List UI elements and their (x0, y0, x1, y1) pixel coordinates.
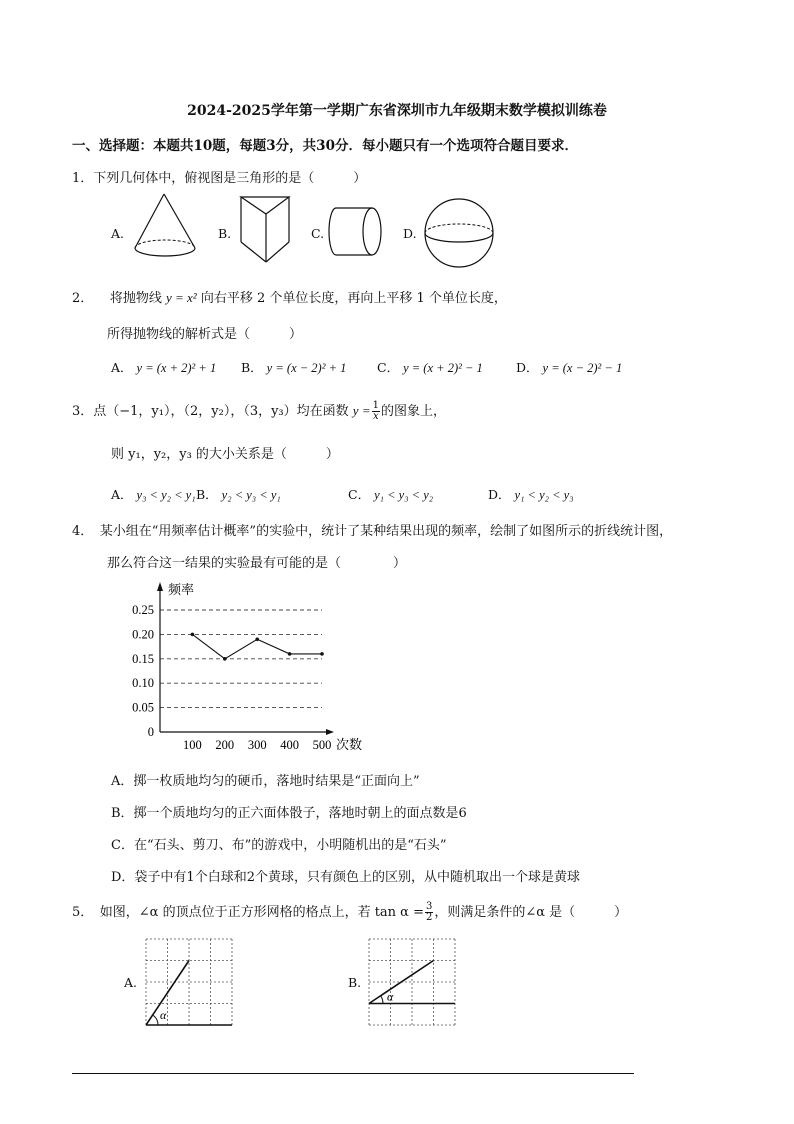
chart-ticks (132, 603, 331, 752)
q1-label-a: A. (111, 226, 125, 241)
prism-figure (236, 194, 296, 266)
chart-ytick-label: 0.20 (132, 627, 154, 642)
chart-xlabel: 次数 (336, 738, 363, 753)
chart-point (320, 652, 324, 656)
q5-label-a: A. (124, 975, 138, 990)
chart-xtick-label: 400 (280, 738, 299, 752)
q5-grid-b (369, 939, 464, 1029)
q5-stem: 5． 如图，∠α 的顶点位于正方形网格的格点上，若 tan α = $\frac{3}{2}$ ，则满足条件的∠α 是（ ） (72, 901, 628, 923)
chart-xtick-label: 100 (183, 738, 202, 752)
angle-arc (381, 996, 383, 1004)
q4-stem2: 那么符合这一结果的实验最有可能的是（ ） (107, 556, 407, 571)
chart-ylabel: 频率 (168, 583, 195, 598)
q2-stem-b: 向右平移 2 个单位长度，再向上平移 1 个单位长度， (200, 291, 507, 306)
q2-stem-a: 将抛物线 (109, 291, 162, 306)
q3-option-a[interactable]: A． y₃ < y₂ < y₁ (111, 487, 196, 502)
cylinder-figure (330, 205, 390, 260)
q4-stem: 4． 某小组在“用频率估计概率”的实验中，统计了某种结果出现的频率，绘制了如图所示的折线统计图， (72, 524, 673, 539)
q3-option-c[interactable]: C． y₁ < y₃ < y₂ (348, 487, 434, 502)
chart-xtick-label: 300 (247, 738, 267, 752)
chart-ytick-label: 0.15 (132, 651, 154, 666)
chart-xtick-label: 200 (215, 738, 235, 752)
section-heading: 一、选择题：本题共10题，每题3分，共30分．每小题只有一个选项符合题目要求． (72, 138, 578, 154)
q2-stem (72, 287, 507, 306)
q4-option-d[interactable]: D．袋子中有1个白球和2个黄球，只有颜色上的区别，从中随机取出一个球是黄球 (111, 870, 580, 885)
chart-ytick-label: 0.25 (132, 603, 154, 617)
alpha-label: α (387, 989, 394, 1004)
chart-x-arrow (326, 729, 334, 735)
footer-divider (72, 1073, 634, 1074)
frequency-line-chart (120, 578, 400, 758)
q1-stem: 1．下列几何体中，俯视图是三角形的是（ ） (72, 171, 367, 186)
q3-option-d[interactable]: D． y₁ < y₂ < y₃ (488, 487, 574, 502)
q2-option-c[interactable]: C． y = (x + 2)² − 1 (377, 360, 483, 375)
sphere-figure (422, 196, 496, 270)
chart-xtick-label: 500 (312, 738, 332, 752)
q4-option-a[interactable]: A．掷一枚质地均匀的硬币，落地时结果是“正面向上” (111, 774, 420, 789)
q1-label-b: B. (218, 226, 232, 241)
q5-label-b: B. (348, 975, 362, 990)
q2-option-a[interactable]: A． y = (x + 2)² + 1 (111, 360, 217, 375)
chart-point (288, 652, 292, 656)
chart-grid (160, 610, 322, 708)
q1-label-d: D. (403, 226, 417, 241)
q5-grid-a (146, 939, 236, 1029)
q3-stem2: 则 y₁，y₂，y₃ 的大小关系是（ ） (111, 447, 339, 462)
q4-option-c[interactable]: C．在“石头、剪刀、布”的游戏中，小明随机出的是“石头” (111, 838, 447, 853)
angle-arc (153, 1015, 158, 1025)
q1-label-c: C. (311, 226, 325, 241)
q2-option-d[interactable]: D． y = (x − 2)² − 1 (516, 360, 623, 375)
q3-stem: 3．点（−1，y₁），（2，y₂），（3，y₃）均在函数 y = $\frac{1}{x}$ 的图象上， (72, 400, 446, 422)
q2-eq: y = x² (165, 290, 197, 305)
chart-point (255, 637, 259, 641)
chart-ytick-label: 0 (147, 725, 154, 739)
q2-stem2: 所得抛物线的解析式是（ ） (107, 327, 303, 342)
q5-fraction: $\frac{3}{2}$ (426, 901, 433, 923)
q3-option-b[interactable]: B． y₂ < y₃ < y₁ (196, 487, 281, 502)
chart-point (191, 633, 195, 637)
q2-option-b[interactable]: B． y = (x − 2)² + 1 (241, 360, 347, 375)
chart-ytick-label: 0.10 (132, 676, 154, 691)
q2-num: 2． (72, 291, 94, 306)
page-title: 2024-2025学年第一学期广东省深圳市九年级期末数学模拟训练卷 (187, 103, 607, 119)
q4-option-b[interactable]: B．掷一个质地均匀的正六面体骰子，落地时朝上的面点数是6 (111, 806, 467, 821)
cone-figure (130, 190, 200, 262)
alpha-label: α (160, 1008, 167, 1022)
q3-fraction: $\frac{1}{x}$ (372, 400, 379, 422)
chart-ytick-label: 0.05 (132, 700, 154, 715)
chart-series (191, 633, 324, 661)
chart-y-arrow (157, 582, 163, 591)
chart-point (223, 657, 227, 661)
